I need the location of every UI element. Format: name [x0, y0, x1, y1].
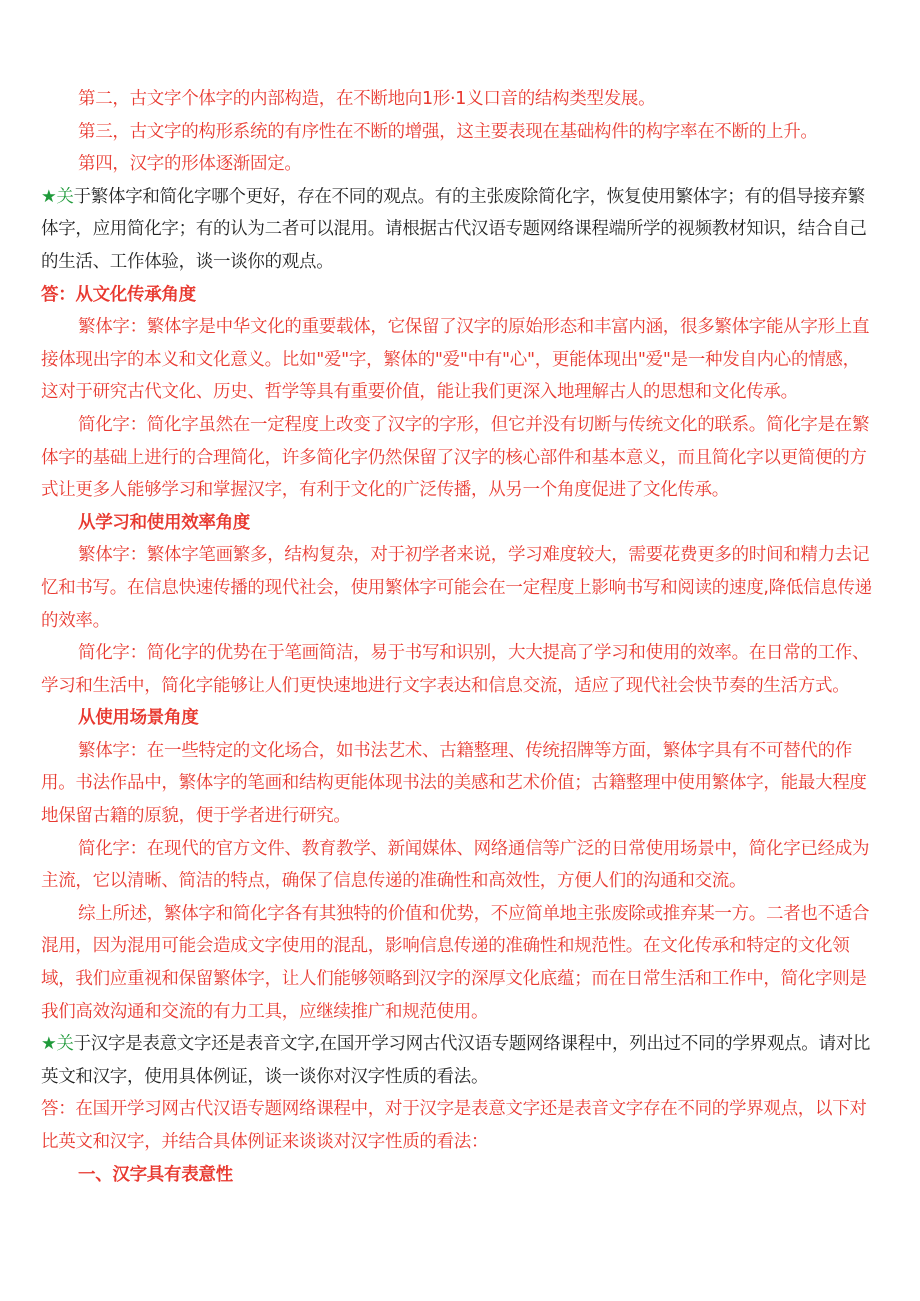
question-1-first-char: 关	[56, 186, 74, 207]
question-1	[41, 181, 874, 279]
culture-simplified-paragraph: 简化字：简化字虽然在一定程度上改变了汉字的字形，但它并没有切断与传统文化的联系。简化字是在繁体字的基础上进行的合理简化，许多简化字仍然保留了汉字的核心部件和基本意义，而且简化字以更简便的方式让更多人能够学习和掌握汉字，有利于文化的广泛传播，从另一个角度促进了文化传承。	[41, 414, 870, 501]
answer-2-intro: 答：在国开学习网古代汉语专题网络课程中，对于汉字是表意文字还是表音文字存在不同的学界观点，以下对比英文和汉字，并结合具体例证来谈谈对汉字性质的看法：	[41, 1099, 867, 1152]
culture-traditional-paragraph: 繁体字：繁体字是中华文化的重要载体，它保留了汉字的原始形态和丰富内涵，很多繁体字能从字形上直接体现出字的本义和文化意义。比如"爱"字，繁体的"爱"中有"心"，更能体现出"爱"是一种发自内心的情感，这对于研究古代文化、历史、哲学等具有重要价值，能让我们更深入地理解古人的思想和文化传承。	[41, 317, 870, 403]
paragraph-fourth-point: 第四，汉字的形体逐渐固定。	[78, 154, 302, 175]
paragraph-second-point: 第二，古文字个体字的内部构造，在不断地向1形·1义口音的结构类型发展。	[78, 89, 656, 109]
efficiency-heading: 从学习和使用效率角度	[78, 512, 250, 533]
question-2	[41, 1028, 874, 1093]
star-icon: ★	[41, 186, 57, 207]
answer-1-heading: 答：从文化传承角度	[41, 284, 196, 305]
scene-heading: 从使用场景角度	[78, 708, 199, 729]
paragraph-third-point: 第三，古文字的构形系统的有序性在不断的增强，这主要表现在基础构件的构字率在不断的上升。	[78, 121, 818, 142]
star-icon: ★	[41, 1034, 57, 1055]
summary-paragraph: 综上所述，繁体字和简化字各有其独特的价值和优势，不应简单地主张废除或推弃某一方。二者也不适合混用，因为混用可能会造成文字使用的混乱，影响信息传递的准确性和规范性。在文化传承和特定的文化领域，我们应重视和保留繁体字，让人们能够领略到汉字的深厚文化底蕴；而在日常生活和工作中，简化字则是我们高效沟通和交流的有力工具，应继续推广和规范使用。	[41, 903, 870, 1022]
scene-traditional-paragraph: 繁体字：在一些特定的文化场合，如书法艺术、古籍整理、传统招牌等方面，繁体字具有不可替代的作用。书法作品中，繁体字的笔画和结构更能体现书法的美感和艺术价值；古籍整理中使用繁体字，能最大程度地保留古籍的原貌，便于学者进行研究。	[41, 740, 867, 827]
question-2-text: 于汉字是表意文字还是表音文字,在国开学习网古代汉语专题网络课程中，列出过不同的学界观点。请对比英文和汉字，使用具体例证，谈一谈你对汉字性质的看法。	[41, 1034, 871, 1087]
question-2-first-char: 关	[56, 1034, 74, 1055]
question-1-text: 于繁体字和简化字哪个更好，存在不同的观点。有的主张废除简化字，恢复使用繁体字；有的倡导接弃繁体字，应用简化字；有的认为二者可以混用。请根据古代汉语专题网络课程端所学的视频教材知识，结合自己的生活、工作体验，谈一谈你的观点。	[41, 186, 867, 272]
answer-2-section-1-heading: 一、汉字具有表意性	[78, 1164, 233, 1185]
efficiency-simplified-paragraph: 简化字：简化字的优势在于笔画简洁，易于书写和识别，大大提高了学习和使用的效率。在日常的工作、学习和生活中，简化字能够让人们更快速地进行文字表达和信息交流，适应了现代社会快节奏的生活方式。	[41, 643, 870, 696]
scene-simplified-paragraph: 简化字：在现代的官方文件、教育教学、新闻媒体、网络通信等广泛的日常使用场景中，简化字已经成为主流，它以清晰、简洁的特点，确保了信息传递的准确性和高效性，方便人们的沟通和交流。	[41, 838, 870, 892]
efficiency-traditional-paragraph: 繁体字：繁体字笔画繁多，结构复杂，对于初学者来说，学习难度较大，需要花费更多的时间和精力去记忆和书写。在信息快速传播的现代社会，使用繁体字可能会在一定程度上影响书写和阅读的速度,降低信息传递的效率。	[41, 545, 872, 631]
